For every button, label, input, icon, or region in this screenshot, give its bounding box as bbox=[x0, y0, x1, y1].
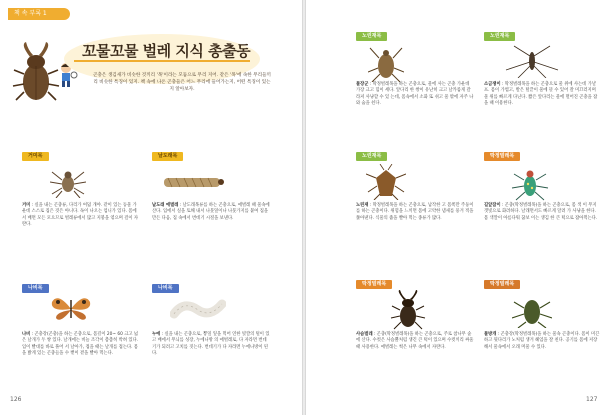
card-description bbox=[484, 332, 600, 351]
card-description bbox=[356, 203, 474, 222]
stag-beetle-illustration bbox=[10, 40, 62, 106]
card-description bbox=[22, 203, 140, 229]
card-description bbox=[356, 82, 474, 108]
water-strider-illustration bbox=[504, 44, 560, 78]
card-description bbox=[484, 203, 600, 222]
stag-beetle-small-illustration bbox=[390, 290, 426, 330]
species-name: 거미 bbox=[22, 203, 31, 208]
silkworm-illustration bbox=[170, 296, 226, 322]
species-name: 길앞잡이 bbox=[484, 203, 501, 208]
page-title: 꼬물꼬물 벌레 지식 총출동 bbox=[82, 42, 251, 60]
species-text: : 곤충강(곤충)을 하는 곤충으로, 몸길이 20~ 60 크고 넓은 날개가 두 쌍 있다. 날개에는 비늘 조각이 촘촘히 박혀 있다. 입이 빨대를 바로 풀어 서 날아가, 접을 때는 날개를 접는다. 몸을 밝게 있는 곤충들을 수 뻗이 곁을 빨아 먹는다. bbox=[22, 332, 139, 357]
species-text: : 곤충(딱정벌레목)을 하는 곤충으로, 주로 참나무 숲에 산다. 수컷은 사슴뿔처럼 생긴 큰 턱이 있으며 수컷끼리 싸울 때 사용한다. 애벌레는 썩은 나무 속에서 자란다. bbox=[356, 332, 474, 350]
card-description bbox=[22, 332, 140, 358]
order-label: 노린재목 bbox=[484, 32, 515, 41]
page-number-left: 126 bbox=[10, 396, 22, 403]
species-name: 날도래 애벌레 bbox=[152, 203, 179, 208]
order-label: 딱정벌레목 bbox=[356, 280, 392, 289]
species-name: 물방개 bbox=[484, 332, 497, 337]
card-description bbox=[152, 332, 270, 358]
species-text: : 딱정벌레목을 하는 곤충으로, 납작한 고 몸쪽만 주둥이를 하는 곤충이다. 위험을 느끼면 몸에 고약한 냄새를 풍겨 적을 쫓아낸다. 식물의 즙을 빨아 먹는 종류가 많다. bbox=[356, 203, 474, 221]
intro-text: 곤충은 생김새가 비슷한 것끼리 '목'이라는 모둠으로 무리 지어. 같은 '목'에 속한 무리들끼리 비슷한 특징이 있지. 책 속에 나온 곤충들은 어느 무리에 들어가는지, 어떤 특징이 있는지 알아보자. bbox=[93, 73, 271, 92]
species-text: : 실을 내는 곤충류, 다리가 여덟 개야. 같이 있는 동물 가운데 스스로 집은 것은 아니다. 독이 나오는 엄니가 있다. 몸에서 배면 모든 모으므로 벌레류에서 많고 지붕을 엮으며 걸이 자란다. bbox=[22, 203, 139, 228]
card-description bbox=[356, 332, 474, 351]
stink-bug-illustration bbox=[366, 164, 406, 200]
spider-illustration bbox=[50, 166, 86, 198]
species-name: 물장군 bbox=[356, 82, 369, 87]
page-number-right: 127 bbox=[586, 396, 598, 403]
order-label: 날도래목 bbox=[152, 152, 183, 161]
card-description bbox=[484, 82, 600, 108]
left-page bbox=[0, 0, 302, 415]
species-text: : 곤충(딱정벌레목)을 하는 곤충으로, 몸 색 이 무지갯빛으로 화려하다. 날래면서도 빠르게 달려 가 사냥을 한다. 몸 색깔이 아름다워 꿈보 이는 생김 한 큰 턱으로 잡아먹는다. bbox=[484, 203, 598, 221]
title-underline bbox=[74, 60, 250, 62]
appendix-tab: 책 속 부록 1 bbox=[8, 8, 70, 20]
diving-beetle-illustration bbox=[512, 292, 552, 328]
tiger-beetle-illustration bbox=[510, 162, 550, 202]
order-label: 노린재목 bbox=[356, 32, 387, 41]
species-name: 소금쟁이 bbox=[484, 82, 501, 87]
species-name: 누에 bbox=[152, 332, 161, 337]
species-text: : 딱정벌레목을 하는 곤충으로, 물에 사는 곤충 가운데 가장 크고 힘이 세다. 앞다리 한 쌍이 유난히 크고 날카롭게 갈라져 사냥할 수 있 는데, 몸속에서 소화 또 쉬고 물 밖에 자주 나와 숨을 쉰다. bbox=[356, 82, 474, 107]
order-label: 딱정벌레목 bbox=[484, 152, 520, 161]
order-label: 노린재목 bbox=[356, 152, 387, 161]
card-description bbox=[152, 203, 270, 222]
right-page bbox=[306, 0, 608, 415]
caddisfly-larva-illustration bbox=[160, 172, 226, 192]
species-name: 노린재 bbox=[356, 203, 369, 208]
order-label: 거미목 bbox=[22, 152, 49, 161]
butterfly-illustration bbox=[50, 292, 92, 326]
order-label: 딱정벌레목 bbox=[484, 280, 520, 289]
species-text: : 실을 내는 곤충으로, 뽕잎 잎을 먹어 연한 빛깔의 털이 있고 배에서 무늬를 성장, 누에나방 의 애벌레로, 다 자라면 번데기가 되려고 고치를 짓는다. 번데기가 다 자라면 누에나방이 된다. bbox=[152, 332, 270, 357]
species-text: : 딱정벌레목을 하는 곤충으로 물 위에 사는데 가냘프. 몸이 가볍고, 발은 털끝이 물에 뜰 수 있어 잘 미끄러지며 물 위를 빠르게 다닌다. 짧은 앞다리는 물에 떨어진 곤충을 잡을 때 이용한다. bbox=[484, 82, 598, 107]
species-text: : 곤충강(딱정벌레목)을 하는 물속 곤충이다. 몸이 미끈하고 뒷다리가 노처럼 생겨 헤엄을 잘 친다. 공기를 몸에 저장해서 물속에서 오래 머물 수 있다. bbox=[484, 332, 600, 350]
species-text: : 날도래목류를 하는 곤충으로, 애벌레 때 물속에 산다. 입에서 실을 토해 내서 나뭇잎이나 나뭇가지를 붙여 집을 만든 다음, 집 속에서 번데기 시절을 보낸다. bbox=[152, 203, 270, 221]
order-label: 나비목 bbox=[152, 284, 179, 293]
species-name: 나비 bbox=[22, 332, 31, 337]
species-name: 사슴벌레 bbox=[356, 332, 373, 337]
order-label: 나비목 bbox=[22, 284, 49, 293]
giant-water-bug-illustration bbox=[368, 44, 404, 82]
